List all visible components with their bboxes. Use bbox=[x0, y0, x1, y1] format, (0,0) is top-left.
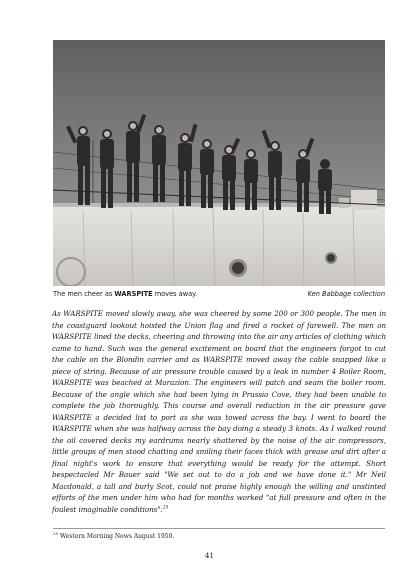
footnote-reference[interactable]: 25 bbox=[162, 505, 169, 511]
body-paragraph bbox=[52, 308, 386, 515]
photo-men-cheering-on-warspite bbox=[53, 40, 385, 286]
caption-text bbox=[53, 289, 197, 300]
body-paragraph-text: As WARSPITE moved slowly away, she was cheered by some 200 or 300 people. The men in the coastguard lookout hoisted the Union flag and fired a rocket of farewell. The men on WARSPITE lined the decks, cheering and throwing into the air any articles of clothing which came to hand. Such was the general excitement on board that the engineers forgot to cut the cable on the Blondin carrier and as WARSPITE moved away the cable snapped like a piece of string. Because of air pressure trouble caused by a leak in number 4 Boiler Room, WARSPITE was beached at Marazion. The engineers will patch and seam the boiler room. Because of the angle which she had been lying in Prussia Cove, they had been unable to complete the job thoroughly. This course and overall reduction in the air pressure gave WARSPITE a decided list to port as she was towed across the bay. I went to board the WARSPITE when she was halfway across the bay doing a steady 3 knots. As I walked round the oil covered decks my eardrums nearly shattered by the noise of the air compressors, little groups of men stood chatting and smiling their faces thick with grease and dirt after a final night's work to ensure that everything would be ready for the attempt. Short bespectacled Mr Bauer said "We set out to do a job and we have done it." Mr Neil Macdonald, a tall and burly Scot, could not praise highly enough the willing and unstinted efforts of the men under him who had for months worked "at full pressure and often in the foulest imaginable conditions". bbox=[52, 309, 386, 514]
page-number: 41 bbox=[205, 552, 214, 560]
caption-prefix: The men cheer as bbox=[53, 290, 115, 298]
footnote bbox=[53, 532, 174, 541]
footnote-number: 25 bbox=[53, 531, 59, 536]
footnote-text: Western Morning News August 1950. bbox=[58, 533, 175, 540]
photo-credit: Ken Babbage collection bbox=[307, 290, 385, 298]
caption-suffix: moves away. bbox=[152, 290, 198, 298]
footnote-divider bbox=[53, 528, 385, 529]
caption-ship-name: WARSPITE bbox=[114, 290, 153, 298]
photo-caption bbox=[53, 289, 385, 300]
